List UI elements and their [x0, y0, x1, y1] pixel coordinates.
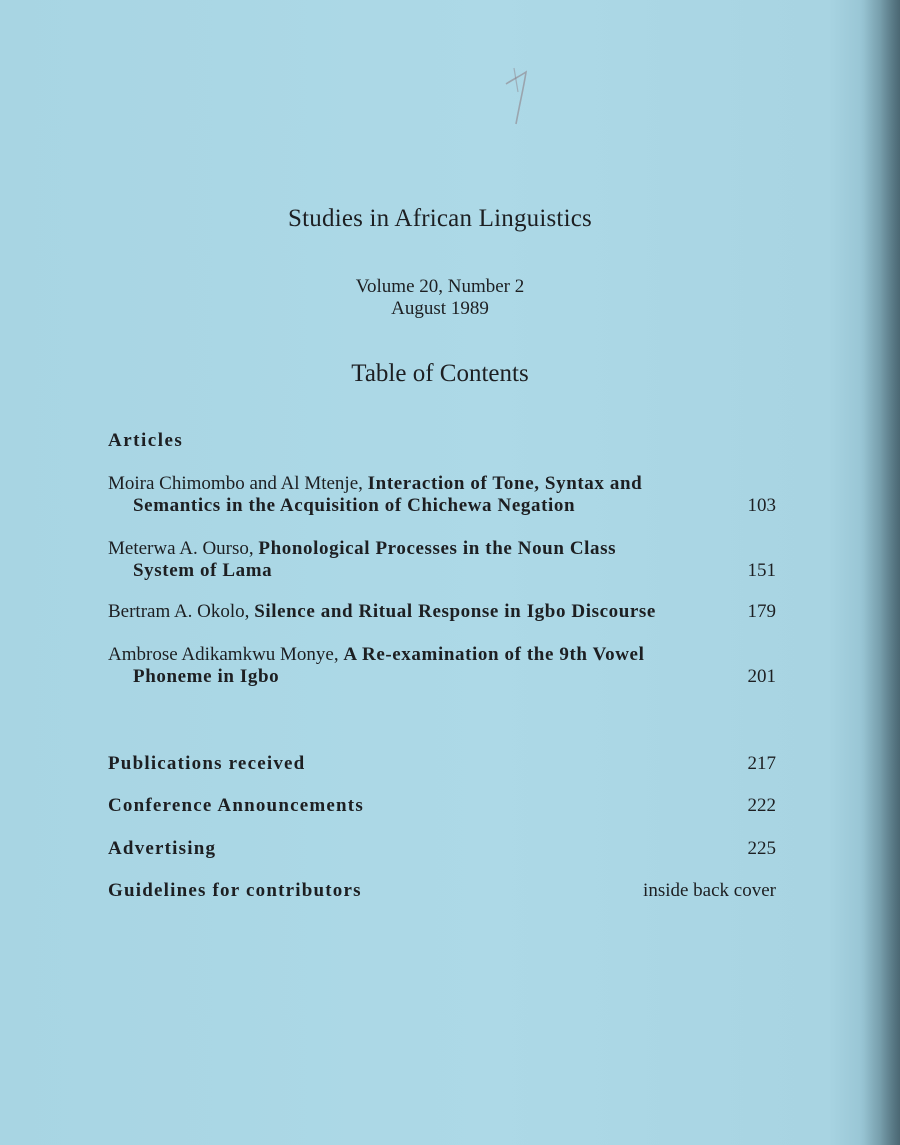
- entry-title: Silence and Ritual Response in Igbo Discourse: [254, 601, 656, 622]
- back-item-label: Advertising: [108, 838, 217, 859]
- toc-entry: [108, 601, 776, 623]
- issue-info: [0, 276, 880, 320]
- entry-title: A Re-examination of the 9th Vowel: [343, 644, 645, 665]
- toc-back-item: [108, 753, 776, 775]
- toc-heading: Table of Contents: [351, 360, 529, 387]
- entry-title-continued: Phoneme in Igbo: [133, 666, 280, 687]
- entry-author: Bertram A. Okolo,: [108, 601, 250, 622]
- entry-title-continued: System of Lama: [133, 560, 273, 581]
- entry-page-number: 151: [747, 560, 776, 581]
- issue-date: August 1989: [391, 298, 489, 319]
- toc-entry: [108, 473, 776, 517]
- toc-back-item: [108, 795, 776, 817]
- back-item-label: Guidelines for contributors: [108, 880, 362, 901]
- entry-page-number: 179: [747, 601, 776, 622]
- entry-author: Meterwa A. Ourso,: [108, 538, 254, 559]
- entry-title: Phonological Processes in the Noun Class: [258, 538, 617, 559]
- page-edge-shadow: [860, 0, 900, 1145]
- section-label-articles: Articles: [108, 430, 184, 451]
- entry-author: Ambrose Adikamkwu Monye,: [108, 644, 339, 665]
- entry-author: Moira Chimombo and Al Mtenje,: [108, 473, 363, 494]
- back-item-label: Conference Announcements: [108, 795, 364, 816]
- toc-back-item: [108, 880, 776, 902]
- toc-entry: [108, 538, 776, 582]
- handwritten-mark: [500, 62, 534, 132]
- entry-page-number: 201: [747, 666, 776, 687]
- volume-number: Volume 20, Number 2: [355, 276, 525, 297]
- journal-title: Studies in African Linguistics: [288, 205, 592, 232]
- back-item-page: 222: [747, 795, 776, 816]
- entry-title: Interaction of Tone, Syntax and: [367, 473, 643, 494]
- back-item-page: inside back cover: [643, 880, 776, 901]
- toc-entry: [108, 644, 776, 688]
- back-item-page: 217: [747, 753, 776, 774]
- back-item-label: Publications received: [108, 753, 306, 774]
- back-item-page: 225: [747, 838, 776, 859]
- entry-title-continued: Semantics in the Acquisition of Chichewa Negation: [133, 495, 576, 516]
- entry-page-number: 103: [747, 495, 776, 516]
- toc-back-item: [108, 838, 776, 860]
